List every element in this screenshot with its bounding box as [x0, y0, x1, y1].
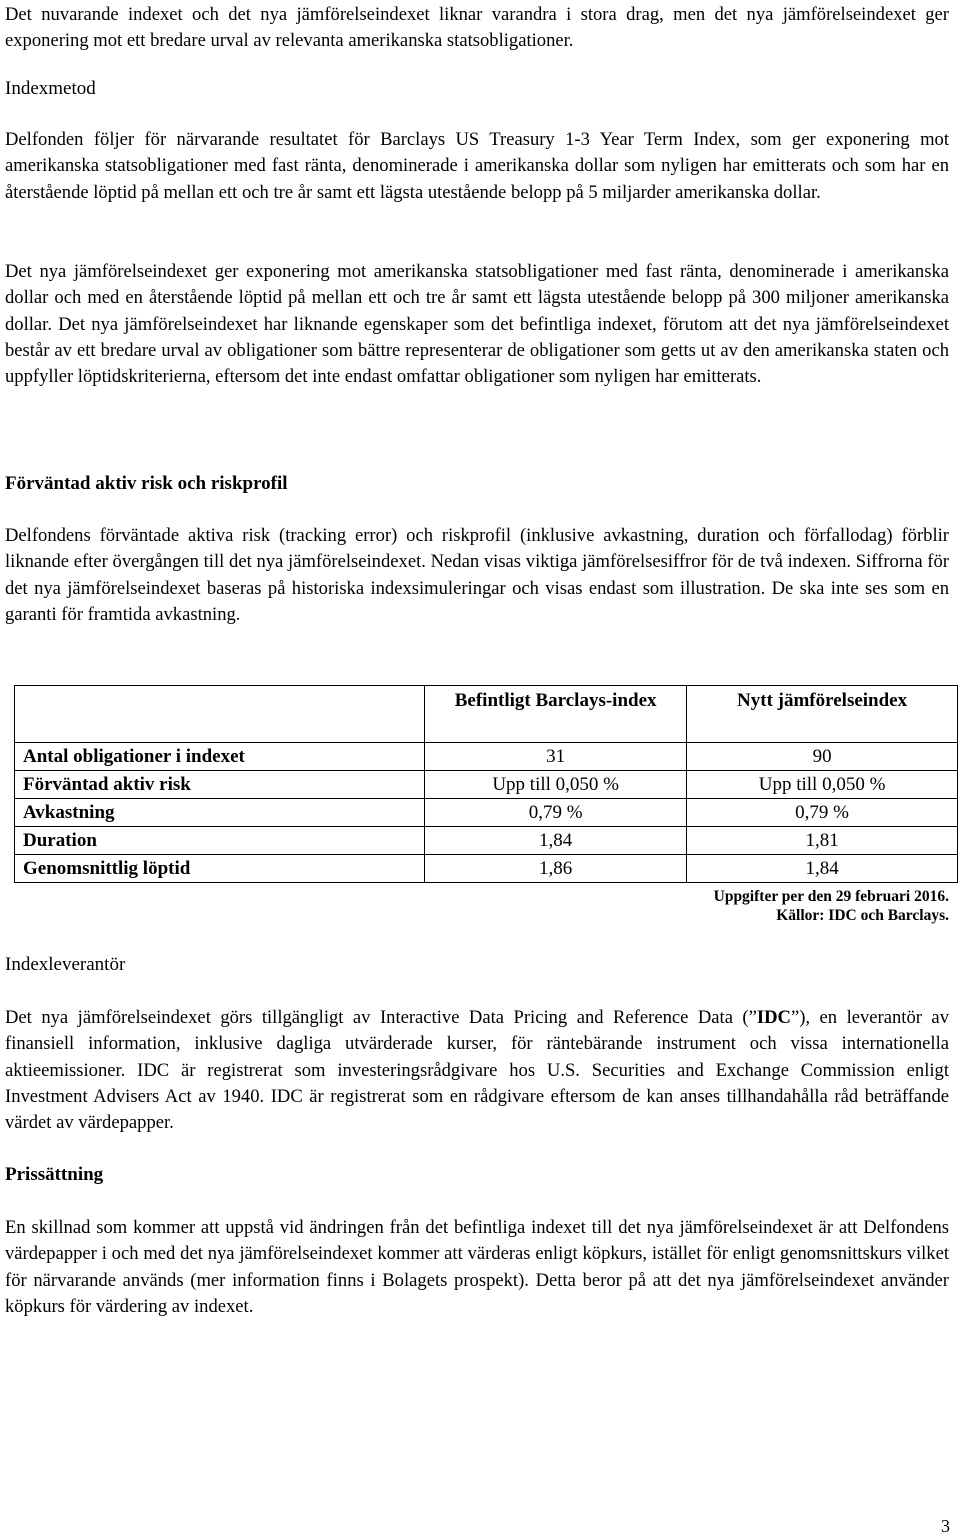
table-header-new-index: Nytt jämförelseindex	[687, 686, 958, 743]
table-header-existing-index: Befintligt Barclays-index	[425, 686, 687, 743]
heading-indexleverantor: Indexleverantör	[5, 954, 126, 975]
table-cell-existing: 0,79 %	[425, 799, 687, 827]
table-row	[15, 827, 958, 855]
table-cell-existing: 31	[425, 743, 687, 771]
heading-indexmetod: Indexmetod	[5, 78, 96, 99]
table-row-label: Avkastning	[15, 799, 425, 827]
table-row	[15, 855, 958, 883]
heading-prissattning: Prissättning	[5, 1164, 104, 1185]
prissattning-paragraph: En skillnad som kommer att uppstå vid ändringen från det befintliga indexet till det nya jämförelseindexet är att Delfondens värdepapper i och med det nya jämförelseindexet kommer att värderas enligt köpkurs, istället för enligt genomsnittskurs vilket för närvarande används (mer information finns i Bolagets prospekt). Detta beror på att det nya jämförelseindexet använder köpkurs för värdering av indexet.	[5, 1217, 949, 1317]
indexmetod-paragraph-1: Delfonden följer för närvarande resultatet för Barclays US Treasury 1-3 Year Term Index, som ger exponering mot amerikanska statsobligationer med fast ränta, denominerade i amerikanska dollar som nyligen har emitterats och som har en återstående löptid på mellan ett och tre år samt ett lägsta utestående belopp på 5 miljarder amerikanska dollar.	[5, 129, 949, 203]
table-row-label: Antal obligationer i indexet	[15, 743, 425, 771]
table-header-empty	[15, 686, 425, 743]
risk-paragraph: Delfondens förväntade aktiva risk (tracking error) och riskprofil (inklusive avkastning, duration och förfallodag) förblir liknande efter övergången till det nya jämförelseindexet. Nedan visas viktiga jämförelsesiffror för de två indexen. Siffrorna för det nya jämförelseindexet baseras på historiska indexsimuleringar och visas endast som illustration. De ska inte ses som en garanti för framtida avkastning.	[5, 525, 949, 625]
table-cell-new: 1,84	[687, 855, 958, 883]
indexmetod-paragraph-2: Det nya jämförelseindexet ger exponering mot amerikanska statsobligationer med fast ränta, denominerade i amerikanska dollar och med en återstående löptid på mellan ett och tre år samt ett lägsta utestående belopp på 300 miljoner amerikanska dollar. Det nya jämförelseindexet har liknande egenskaper som det befintliga indexet, förutom att det nya jämförelseindexet består av ett bredare urval av obligationer som bättre representerar de obligationer som getts ut av den amerikanska staten och uppfyller löptidskriterierna, eftersom det inte endast omfattar obligationer som nyligen har emitterats.	[5, 261, 949, 388]
table-cell-new: 1,81	[687, 827, 958, 855]
table-cell-new: 90	[687, 743, 958, 771]
table-row	[15, 799, 958, 827]
idc-abbreviation: IDC	[756, 1007, 791, 1028]
heading-risk: Förväntad aktiv risk och riskprofil	[5, 473, 288, 494]
comparison-table	[14, 685, 958, 883]
table-cell-new: Upp till 0,050 %	[687, 771, 958, 799]
table-row-label: Förväntad aktiv risk	[15, 771, 425, 799]
leverantor-text-start: Det nya jämförelseindexet görs tillgängligt av Interactive Data Pricing and Reference Data (”	[5, 1007, 757, 1028]
table-header-row	[15, 686, 958, 743]
table-note-date: Uppgifter per den 29 februari 2016.	[713, 888, 949, 905]
table-cell-existing: 1,86	[425, 855, 687, 883]
table-cell-new: 0,79 %	[687, 799, 958, 827]
table-row-label: Genomsnittlig löptid	[15, 855, 425, 883]
table-row	[15, 771, 958, 799]
intro-paragraph: Det nuvarande indexet och det nya jämförelseindexet liknar varandra i stora drag, men det nya jämförelseindexet ger exponering mot ett bredare urval av relevanta amerikanska statsobligationer.	[5, 4, 949, 52]
table-row-label: Duration	[15, 827, 425, 855]
table-cell-existing: Upp till 0,050 %	[425, 771, 687, 799]
page-number: 3	[941, 1516, 950, 1536]
table-note-sources: Källor: IDC och Barclays.	[776, 907, 949, 924]
table-row	[15, 743, 958, 771]
leverantor-text-rest: ”), en leverantör av finansiell information, inklusive dagliga utvärderade kurser, för räntebärande instrument och vissa internationella aktieemissioner. IDC är registrerat som investeringsrådgivare hos U.S. Securities and Exchange Commission enligt Investment Advisers Act av 1940. IDC är registrerat som en rådgivare eftersom de kan anses tillhandahålla råd beträffande värdet av värdepapper.	[5, 1007, 949, 1134]
leverantor-paragraph	[5, 1005, 949, 1136]
table-cell-existing: 1,84	[425, 827, 687, 855]
